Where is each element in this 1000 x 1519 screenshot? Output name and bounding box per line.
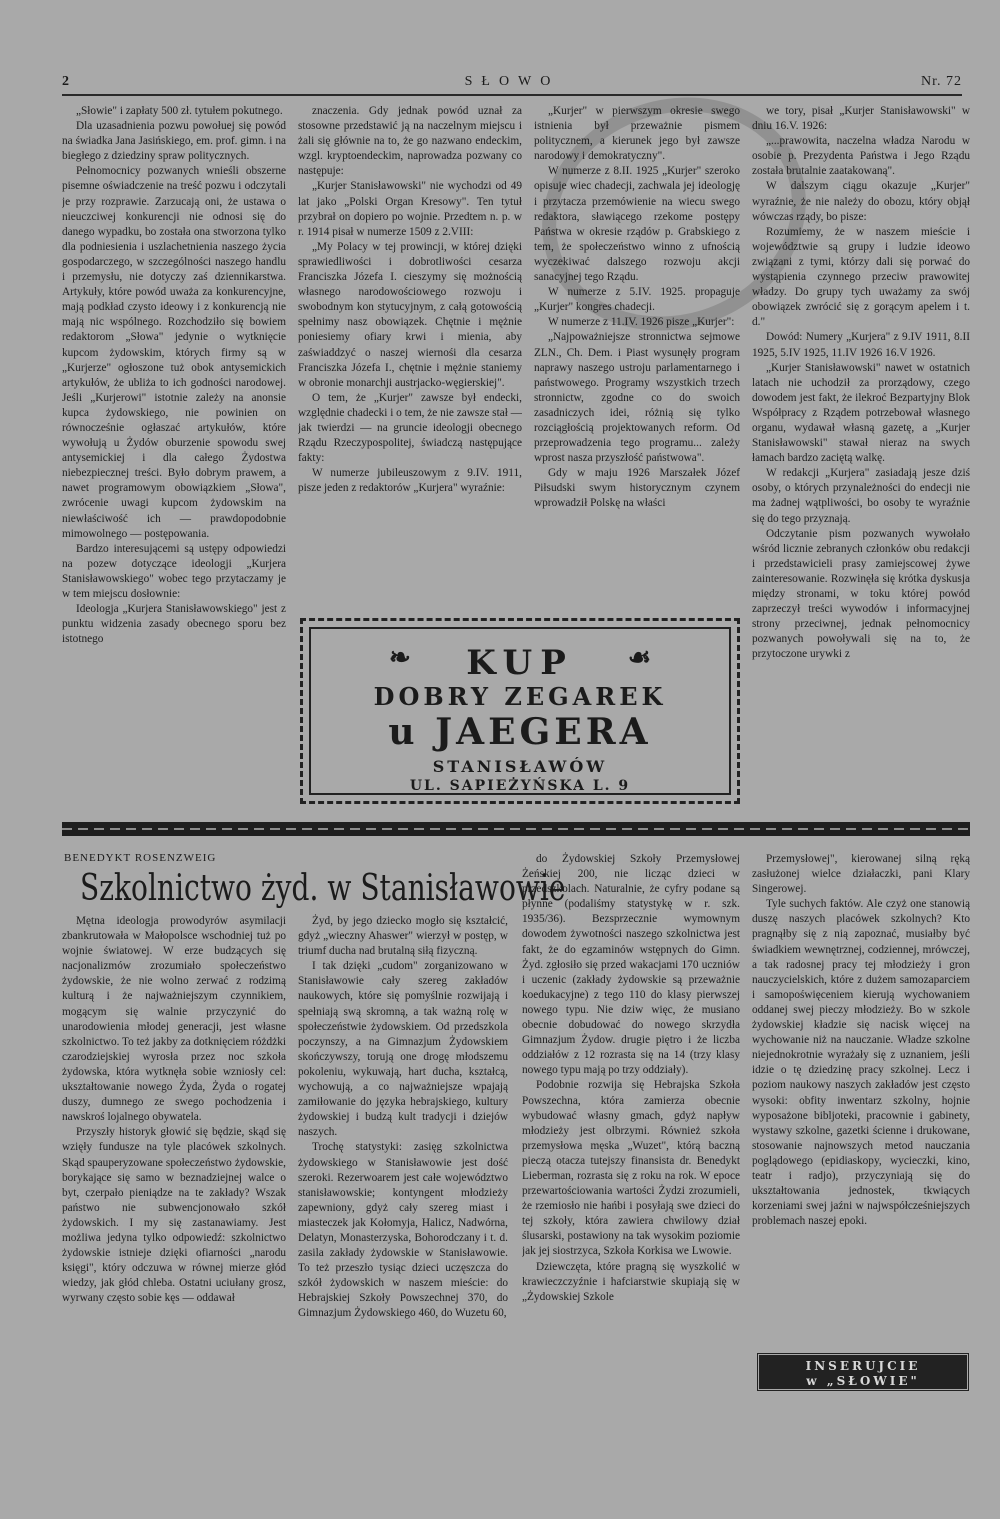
article-byline: BENEDYKT ROSENZWEIG (64, 852, 217, 864)
header-rule (62, 94, 962, 96)
paragraph: I tak dzięki „cudom" zorganizowano w Stanisławowie cały szereg zakładów naukowych, które się pomyślnie rozwijają i spełniają swą skromną, a tak ważną rolę w społeczeństwie żydowskiem. Od przedszkola poczynszy, a na Gimnazjum Żydowskiem skończywszy, torują one drogę młodszemu pokoleniu, wykuwają, hart ducha, kształcą, wychowują, a co najważniejsze wpajają zamiłowanie do języka hebrajskiego, kultury żydowskiej i budzą kult tradycji i dziejów naszych. (298, 960, 508, 1139)
paragraph: „My Polacy w tej prowincji, w której dzięki sprawiedliwości i dobrotliwości cesarza Franciszka Józefa I. cieszymy się możnością własnego narodowościowego rozwoju i swobodnym kon stytucyjnym, z całą gotowością spełnimy nasz obowiązek. Chętnie i mężnie poniesiemy ofiary krwi i mienia, aby zaświaddzyć o naszej wiernośi dla cesarza Franciszka Józefa I., chętnie i mężnie staniemy w obronie monarchji austrjacko-węgierskiej". (298, 240, 522, 389)
ad-frame (309, 627, 731, 795)
paragraph: W numerze z 5.IV. 1925. propaguje „Kurjer" kongres chadecji. (534, 286, 740, 314)
paragraph: W numerze jubileuszowym z 9.IV. 1911, pisze jeden z redaktorów „Kurjera" wyraźnie: (298, 467, 522, 495)
advertise-line-1: INSERUJCIE (805, 1359, 921, 1373)
paragraph: „...prawowita, naczelna władza Narodu w osobie p. Prezydenta Państwa i Jego Rządu została brutalnie zaatakowaną". (752, 135, 970, 178)
paragraph: znaczenia. Gdy jednak powód uznał za stosowne przedstawić ją na naczelnym miejscu i żali się głównie na to, że go nazwano endeckim, wzgl. kryptoendeckim, naprowadza pozwany co następuje: (298, 105, 522, 178)
page-header (62, 74, 962, 94)
paragraph: Bardzo interesującemi są ustępy odpowiedzi na pozew dotyczące ideologji „Kurjera Stanisławowskiego" wobec tego przytaczamy je w tem miejscu dosłownie: (62, 542, 286, 600)
paragraph: „Najpoważniejsze stronnictwa sejmowe ZLN., Ch. Dem. i Piast wysunęły program naprawy naszego ustroju parlamentarnego i państwowego. Programy wszystkich trzech stronnictw, zgodne co do swoich zasadniczych idei, różnią się tylko rozciągłością projektowanych reform. Od przeprowadzenia tego programu... zależy wprost nasza przyszłość państwowa". (534, 331, 740, 465)
paragraph: do Żydowskiej Szkoły Przemysłowej Żeńskiej 200, nie licząc dzieci w przedszkolach. Naturalnie, że cyfry podane są płynne (podaliśmy statystykę w r. szk. 1935/36). Bezsprzecznie wymownym dowodem żywotności naszego szkolnictwa jest fakt, że do egzaminów wstępnych do Gimn. Żyd. zgłosiło się przed wakacjami 170 uczniów i uczenic (zakłady żydowskie są przeważnie koedukacyjne) z tego 110 do klasy pierwszej nowego typu. Nie dziw więc, że musiano obecnie dobudować do nowego skrzydła Gimnazjum Żydow. drugie piętro i że liczba oddziałów z 12 rozrasta się na 14 (trzy klasy nowego typu mają po trzy oddziały). (522, 853, 740, 1077)
paragraph: „Kurjer Stanisławowski" nie wychodzi od 49 lat jako „Polski Organ Kresowy". Ten tytuł przybrał on dopiero po wojnie. Przedtem n. p. w r. 1914 pisał w numerze 1509 z 2.VIII: (298, 180, 522, 238)
paragraph: Dziewczęta, które pragną się wyszkolić w krawieczczyźnie i hafciarstwie skupiają się w „Żydowskiej Szkole (522, 1260, 740, 1303)
paragraph: we tory, pisał „Kurjer Stanisławowski" w dniu 16.V. 1926: (752, 105, 970, 133)
paragraph: „Kurjer Stanisławowski" nawet w ostatnich latach nie uchodził za prorządowy, czego dowodem jest fakt, że ilekroć Bezpartyjny Blok Współpracy z Rządem potrzebował własnego organu, wydawał własną gazetę, a „Kurjer Stanisławowski" stawał nieraz na swych łamach bardzo zaciętą walkę. (752, 361, 970, 465)
paragraph: Gdy w maju 1926 Marszałek Józef Piłsudski swym historycznym czynem wprowadził Polskę na właści (534, 467, 740, 510)
watch-advertisement (300, 618, 740, 804)
section-separator (62, 822, 970, 836)
ad-line-2: DOBRY ZEGAREK (373, 682, 667, 711)
paragraph: Mętna ideologja prowodyrów asymilacji zbankrutowała w Małopolsce wschodniej tuż po wojnie światowej. W erze budzących się nacjonalizmów zrozumiało społeczeństwo żydowskie, że nie wolno zerwać z rodzimą kulturą i że najważniejszym czynnikiem, mogącym się walnie przyczynić do unarodowienia młodej generacji, jest własne szkolnictwo. To też jakby za dotknięciem różdżki czarodziejskiej wyrosła przez noc szkoła żydowska, która wytknęła sobie wzniosły cel: ukształtowanie nowego Żyda, Żyda o rogatej duszy, dumnego ze swego pochodzenia i nawskroś lojalnego obywatela. (62, 915, 286, 1124)
paragraph: Żyd, by jego dziecko mogło się kształcić, gdyż „wieczny Ahaswer" wierzył w postęp, w triumf ducha nad brutalną siłą fizyczną. (298, 915, 508, 958)
text-column-4 (752, 104, 970, 816)
paragraph: Przyszły historyk głowić się będzie, skąd się wzięły fundusze na tyle placówek szkolnych. Skąd spauperyzowane społeczeństwo żydowskie, borykające się samo w beznadziejnej walce o byt, czerpało pieniądze na te zakłady? Wszak państwo nie subwencjonowało szkół żydowskich. I my się zastanawiamy. Jest możliwa jedyna tylko odpowiedź: szkolnictwo żydowskie istnieje dzięki ofiarności „narodu księgi", który odczuwa w równej mierze głód wiedzy, jak głód chleba. Ostatni uciułany grosz, wyrwany często sobie kęs — oddawał (62, 1126, 286, 1305)
paragraph: Ideologja „Kurjera Stanisławowskiego" jest z punktu widzenia zasady obecnego sporu bez istotnego (62, 603, 286, 646)
issue-number: Nr. 72 (921, 74, 962, 89)
article-column-2 (298, 914, 508, 1474)
paragraph: O tem, że „Kurjer" zawsze był endecki, względnie chadecki i o tem, że nie zawsze stał — jak twierdzi — na gruncie ideologji obecnego Rządu Rzeczypospolitej, świadczą następujące fakty: (298, 391, 522, 465)
paragraph: Tyle suchych faktów. Ale czyż one stanowią duszę naszych placówek szkolnych? Kto pragnąłby się z nią zapoznać, musiałby być świadkiem wewnętrznej, codziennej, mrówczej, a tak radosnej pracy tej młodzieży i gron nauczycielskich, które z dużem samozaparciem i samopoświęceniem kierują wychowaniem oddanej swej pieczy młodzieży. Bo w szkole żydowskiej kładzie się nacisk więcej na wychowanie niż na nauczanie. Władze szkolne niejednokrotnie wyrażały się z uznaniem, jeśli idzie o tę dziedzinę pracy szkolnej. Lecz i poziom naukowy naszych zakładów jest często wysoki: obfity inwentarz szkolny, hojnie wyposażone bibljoteki, pracownie i gabinety, wystawy szkolne, gazetki ścienne i drukowane, stosowanie najnowszych metod nauczania poglądowego (epidiaskopy, wycieczki, kino, teatr i radjo), przyczyniają się do ukształtowania jednostek, tkwiących korzeniami swej jaźni w najwspółcześniejszych problemach naszej epoki. (752, 898, 970, 1228)
article-column-1 (62, 914, 286, 1474)
page-number: 2 (62, 74, 70, 89)
advertise-box (756, 1352, 970, 1392)
ornament-left-icon: ❧ (389, 643, 411, 673)
ornament-right-icon: ☙ (627, 643, 651, 673)
paragraph: Dowód: Numery „Kurjera" z 9.IV 1911, 8.II 1925, 5.IV 1925, 11.IV 1926 16.V 1926. (752, 331, 970, 359)
paragraph: W dalszym ciągu okazuje „Kurjer" wyraźnie, że nie należy do obozu, który objął wówczas rządy, bo pisze: (752, 180, 970, 223)
paragraph: Rozumiemy, że w naszem mieście i województwie są grupy i ludzie ideowo związani z tymi, którzy dali się porwać do wystąpienia czynnego przeciw prawowitej władzy. Do grupy tych uważamy za swój obowiązek zwrócić się z gorącym apelem i t. d." (752, 225, 970, 329)
paragraph: Podobnie rozwija się Hebrajska Szkoła Powszechna, która zamierza obecnie wybudować własny gmach, gdyż napływ młodzieży jest olbrzymi. Również szkoła przemysłowa męska „Wuzet", którą baczną pieczą otacza tutejszy finansista dr. Benedykt Lieberman, rozrasta się z roku na rok. W epoce przewartościowania wartości Żydzi zrozumieli, że rzemiosło nie hańbi i posyłają swe dzieci do tej szkoły, która zawiera chwilowy dział ślusarski, postawiony na tak wysokim poziomie jak jej siostrzyca, Szkoła Korkisa we Lwowie. (522, 1079, 740, 1258)
ad-line-4: STANISŁAWÓW (432, 757, 608, 776)
advertise-line-2: w „SŁOWIE" (806, 1374, 920, 1388)
paragraph: „Słowie" i zapłaty 500 zł. tytułem pokutnego. (76, 105, 283, 117)
paragraph: W numerze z 11.IV. 1926 pisze „Kurjer": (548, 316, 735, 329)
ad-line-1: KUP (466, 643, 574, 683)
article-column-3 (522, 852, 740, 1474)
text-column-1 (62, 104, 286, 816)
ad-line-3: u JAEGERA (388, 711, 652, 753)
text-column-3 (534, 104, 740, 614)
paragraph: „Kurjer" w pierwszym okresie swego istnienia był przeważnie pismem politycznem, a kierunek jego był zawsze narodowy i demokratyczny". (534, 105, 740, 163)
paragraph: W numerze z 8.II. 1925 „Kurjer" szeroko opisuje wiec chadecji, zachwala jej ideologję i przytacza przemówienie na wiecu swego redaktora, sławiącego rzekome postępy Państwa w okresie rządów p. Grabskiego z tem, że społeczeństwo winno z ufnością wyczekiwać dalszego rozwoju akcji sanacyjnej tego Rządu. (534, 165, 740, 284)
article-headline: Szkolnictwo żyd. w Stanisławowie (80, 868, 566, 909)
text-column-2 (298, 104, 522, 614)
paragraph: Pełnomocnicy pozwanych wnieśli obszerne pisemne oświadczenie na treść pozwu i odczytali je przy rozprawie. Zarzucają oni, że ustawa o nieuczciwej konkurencji nie odnosi się do danego wypadku, bo została ona stworzona tylko dla podniesienia i uszlachetnienia naszego życia gospodarczego, w szczególności naszego handlu i przemysłu, nie dotyczy zaś dziennikarstwa. Artykuły, które powód uważa za konkurencyjne, mają podkład czysto ideowy i z konkurencją nie mają nic wspólnego. Rozchodziło się bowiem redaktorom „Słowa" jedynie o wytknięcie kupcom żydowskim, których firmy są w „Kurjerze" ogłoszone tuż obok antysemickich artykułów, że ubliża to ich godności narodowej. Jeśli „Kurjerowi" istotnie zależy na anonsie kupca żydowskiego, nie powinien on równocześnie ogłaszać artykułów, które wywołują u Żydów oburzenie spowodu swej antysemickiej i dla całego Żydostwa niebezpiecznej treści. Było dobrym prawem, a nawet programowym obowiązkiem „Słowa", zwrócenie uwagi kupcom żydowskim na niewłaściwość ich — prawdopodobnie mimowolnego — postępowania. (62, 165, 286, 540)
paragraph: W redakcji „Kurjera" zasiadają jesze dziś osoby, o których przynależności do endecji nie ma żadnej wątpliwości, bo osoby te wyraźnie się do tego przyznają. (752, 467, 970, 525)
newspaper-title: SŁOWO (464, 74, 560, 89)
article-column-4 (752, 852, 970, 1342)
paragraph: Przemysłowej", kierowanej silną ręką zasłużonej wielce działaczki, pani Klary Singerowej. (752, 853, 970, 896)
paragraph: Odczytanie pism pozwanych wywołało wśród licznie zebranych członków obu redakcji i przedstawicieli prasy zamiejscowej żywe zainteresowanie. Rozwinęła się krótka dyskusja między stronami, w toku której powód zaprzeczył treści wywodów i informacyjnej strony przeciwnej, jednak pełnomocnicy pozwanych powoływali się na to, że przytoczone urywki z (752, 527, 970, 661)
paragraph: Dla uzasadnienia pozwu powołuej się powód na świadka Jana Jasińskiego, em. prof. gimn. i na biegłego z dziedziny spraw politycznych. (62, 120, 286, 163)
ad-line-5: UL. SAPIEŻYŃSKA L. 9 (409, 778, 631, 794)
paragraph: Trochę statystyki: zasięg szkolnictwa żydowskiego w Stanisławowie jest dość szeroki. Rezerwoarem jest całe województwo stanisławowskie; kontyngent młodzieży zapewniony, gdyż cały szereg miast i miasteczek jak Kołomyja, Halicz, Nadwórna, Delatyn, Monasterzyska, Bohorodczany i t. d. zasila zakłady żydowskie w Stanisławowie. To też przeszło tysiąc dzieci uczęszcza do szkół żydowskich w naszem mieście: do Hebrajskiej Szkoły Powszechnej 370, do Gimnazjum Żydowskiego 460, do Wuzetu 60, (298, 1141, 508, 1320)
